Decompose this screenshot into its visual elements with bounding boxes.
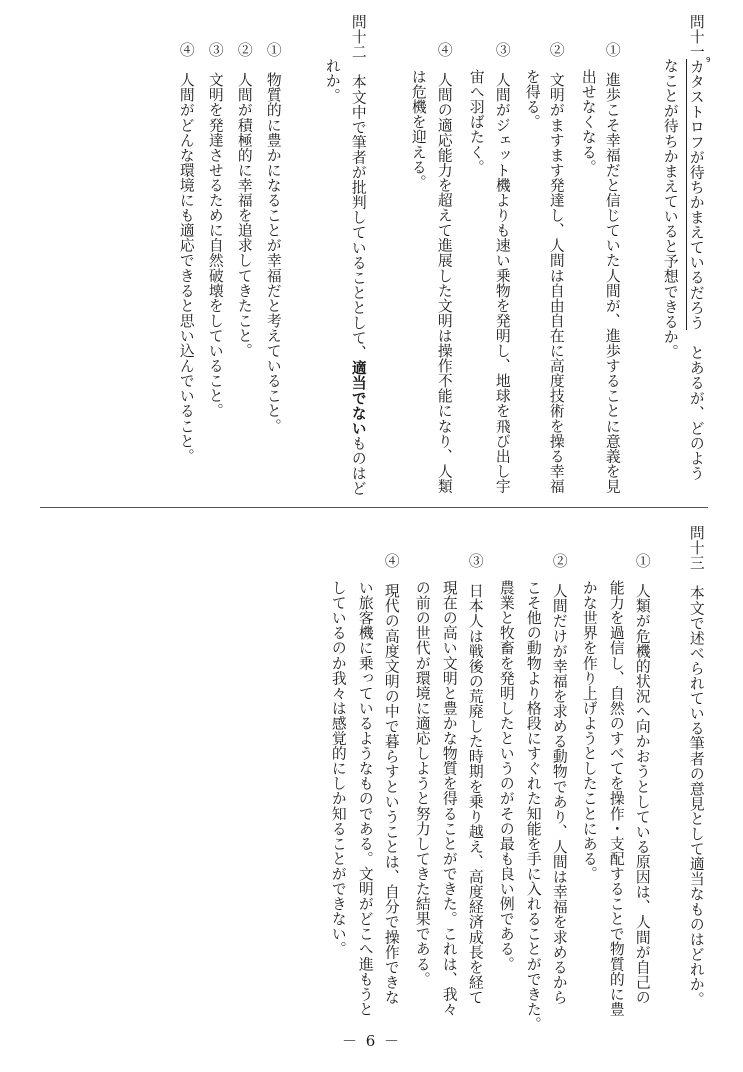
q11-option-3-line-1: ③ 人間がジェット機よりも速い乗物を発明し、地球を飛び出し宇 bbox=[493, 42, 511, 494]
q13-option-4-line-1: ④ 現代の高度文明の中で暮らすということは、自分で操作できな bbox=[382, 553, 400, 1005]
q13-option-1-line-1: ① 人類が危機的状況へ向かおうとしている原因は、人間が自己の bbox=[633, 553, 651, 1005]
q13-prompt: 問十三 本文で述べられている筆者の意見として適当なものはどれか。 bbox=[687, 525, 705, 1007]
page-number: － 6 － bbox=[341, 1032, 402, 1050]
q13-option-3-line-2: 現在の高い文明と豊かな物質を得ることができた。これは、我々 bbox=[440, 580, 458, 1017]
q13-option-4-line-3: しているのか我々は感覚的にしか知ることができない。 bbox=[329, 580, 347, 957]
top-section bbox=[0, 0, 743, 505]
q13-option-3-line-3: の前の世代が環境に適応しようと努力してきた結果である。 bbox=[413, 580, 431, 987]
q11-prompt-line-2: なことが待ちかまえていると予想できるか。 bbox=[661, 58, 679, 359]
q13-option-3-line-1: ③ 日本人は戦後の荒廃した時期を乗り越え、高度経済成長を経て bbox=[466, 553, 484, 1005]
q11-marker: 9 bbox=[706, 56, 711, 64]
q11-option-3-line-2: 宙へ羽ばたく。 bbox=[467, 69, 485, 175]
q13-option-1-line-2: 能力を過信し、自然のすべてを操作・支配することで物質的に豊 bbox=[607, 580, 625, 1017]
q11-option-4-line-1: ④ 人間の適応能力を超えて進展した文明は操作不能になり、人類 bbox=[435, 42, 453, 494]
q11-option-4-line-2: は危機を迎える。 bbox=[409, 69, 427, 190]
q11-option-1-line-2: 出せなくなる。 bbox=[579, 69, 597, 175]
q13-option-2-line-3: 農業と牧畜を発明したというのがその最も良い例である。 bbox=[497, 580, 515, 972]
q12-prompt-line-1 bbox=[350, 14, 365, 496]
q13-option-4-line-2: い旅客機に乗っているようなものである。文明がどこへ進もうと bbox=[356, 580, 374, 1017]
q12-prompt-line-2: れか。 bbox=[323, 58, 341, 104]
q12-emphasis: 適当でない bbox=[349, 360, 367, 436]
q12-prompt-head: 問十二 本文中で筆者が批判していることとして、 bbox=[349, 14, 367, 361]
bottom-section bbox=[0, 505, 743, 1040]
q11-option-1-line-1: ① 進歩こそ幸福だと信じていた人間が、進歩することに意義を見 bbox=[603, 42, 621, 494]
q13-option-2-line-2: こそ他の動物より格段にすぐれた知能を手に入れることができた。 bbox=[524, 580, 542, 1032]
q13-option-1-line-3: かな世界を作り上げようとしたことにある。 bbox=[580, 580, 598, 881]
q12-option-1: ① 物質的に豊かになることが幸福だと考えていること。 bbox=[264, 42, 282, 434]
q11-label: 問十一 bbox=[687, 14, 705, 60]
q11-option-2-line-2: を得る。 bbox=[523, 69, 541, 130]
q11-quoted-phrase: カタストロフが待ちかまえているだろう bbox=[687, 59, 705, 331]
q12-option-3: ③ 文明を発達させるために自然破壊をしていること。 bbox=[206, 42, 224, 419]
q12-option-4: ④ 人間がどんな環境にも適応できると思い込んでいること。 bbox=[177, 42, 195, 464]
q12-option-2: ② 人間が積極的に幸福を追求してきたこと。 bbox=[235, 42, 253, 359]
q13-option-2-line-1: ② 人間だけが幸福を求める動物であり、人間は幸福を求めるから bbox=[550, 553, 568, 1005]
q11-option-2-line-1: ② 文明がますます発達し、人間は自由自在に高度技術を操る幸福 bbox=[547, 42, 565, 494]
q12-prompt-tail: ものはど bbox=[349, 435, 367, 496]
q11-prompt-line-1 bbox=[688, 14, 703, 481]
q11-prompt-tail: とあるが、どのよう bbox=[687, 345, 705, 481]
